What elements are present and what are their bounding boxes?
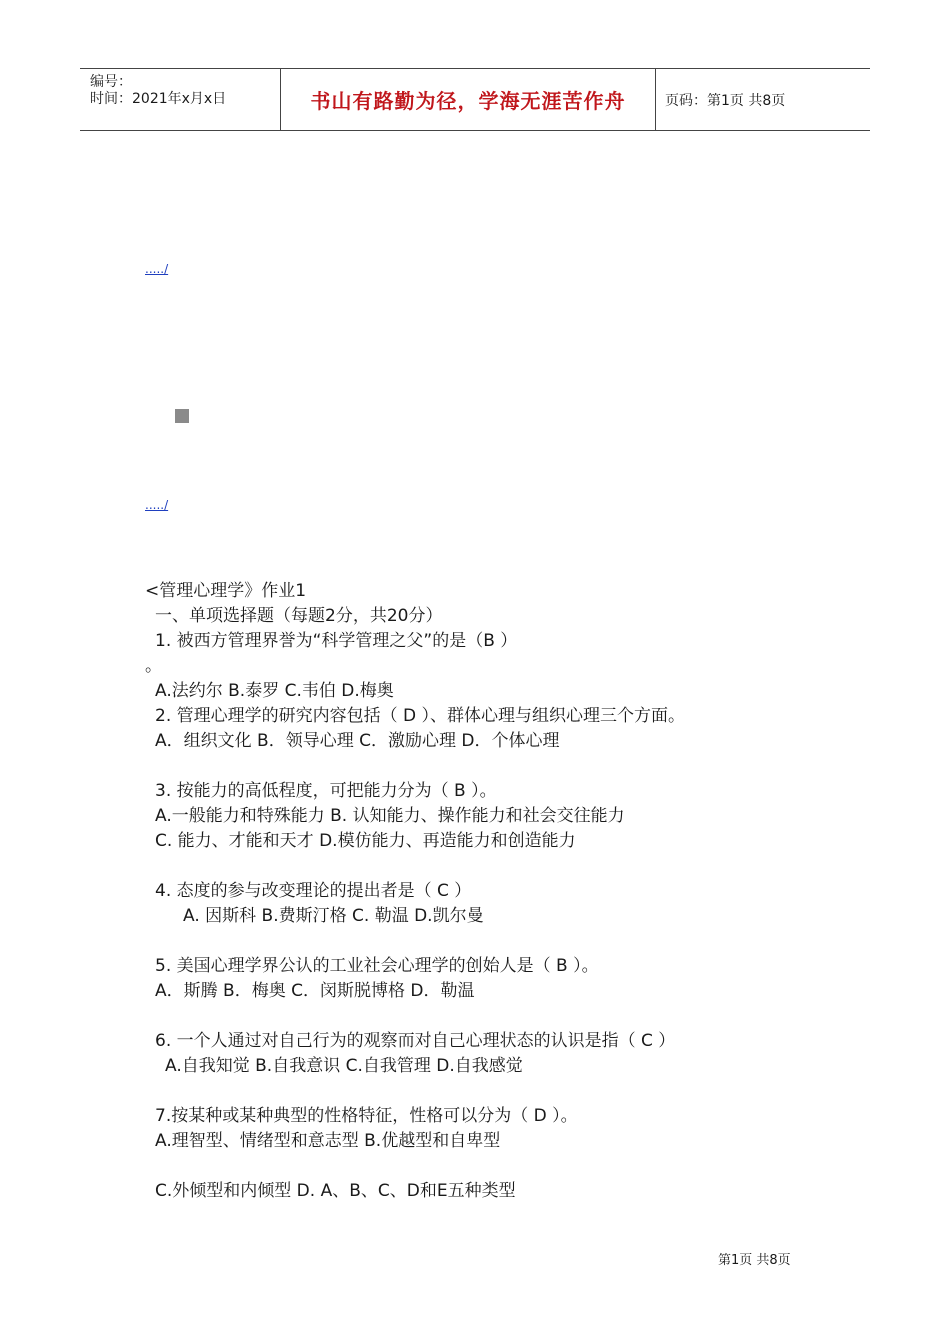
question-7-options-cd: C.外倾型和内倾型 D. A、B、C、D和E五种类型 bbox=[155, 1181, 516, 1201]
question-3: 3. 按能力的高低程度，可把能力分为（ B ）。 bbox=[155, 781, 497, 801]
question-3-options-ab: A.一般能力和特殊能力 B. 认知能力、操作能力和社会交往能力 bbox=[155, 806, 625, 826]
question-5-options: A．斯腾 B．梅奥 C．闵斯脱博格 D．勒温 bbox=[155, 981, 475, 1001]
header-page-cell bbox=[655, 69, 880, 130]
question-4: 4. 态度的参与改变理论的提出者是（ C ） bbox=[155, 881, 472, 901]
question-6: 6. 一个人通过对自己行为的观察而对自己心理状态的认识是指（ C ） bbox=[155, 1031, 676, 1051]
document-number-label: 编号： bbox=[90, 74, 132, 90]
assignment-title: <管理心理学》作业1 bbox=[145, 581, 307, 601]
question-6-options: A.自我知觉 B.自我意识 C.自我管理 D.自我感觉 bbox=[165, 1056, 523, 1076]
question-1-options: A.法约尔 B.泰罗 C.韦伯 D.梅奥 bbox=[155, 681, 394, 701]
question-4-options: A. 因斯科 B.费斯汀格 C. 勒温 D.凯尔曼 bbox=[183, 906, 484, 926]
header-motto: 书山有路勤为径，学海无涯苦作舟 bbox=[310, 89, 626, 113]
question-5: 5. 美国心理学界公认的工业社会心理学的创始人是（ B ）。 bbox=[155, 956, 599, 976]
document-time-label: 时间：2021年x月x日 bbox=[90, 91, 227, 107]
section-heading: 一、单项选择题（每题2分，共20分） bbox=[155, 606, 443, 626]
header-meta bbox=[80, 69, 280, 130]
gray-square-icon bbox=[175, 409, 189, 423]
question-1-end: 。 bbox=[145, 656, 162, 676]
link-2[interactable]: ...../ bbox=[145, 498, 169, 512]
question-3-options-cd: C. 能力、才能和天才 D.模仿能力、再造能力和创造能力 bbox=[155, 831, 576, 851]
question-7: 7.按某种或某种典型的性格特征，性格可以分为（ D ）。 bbox=[155, 1106, 578, 1126]
question-1: 1. 被西方管理界誉为“科学管理之父”的是（B ） bbox=[155, 631, 518, 651]
header-page-number: 页码：第1页 共8页 bbox=[665, 92, 786, 109]
link-1[interactable]: ...../ bbox=[145, 262, 169, 276]
question-2: 2. 管理心理学的研究内容包括（ D ）、群体心理与组织心理三个方面。 bbox=[155, 706, 686, 726]
question-2-options: A．组织文化 B．领导心理 C．激励心理 D．个体心理 bbox=[155, 731, 560, 751]
header-motto-cell bbox=[280, 69, 656, 130]
question-7-options-ab: A.理智型、情绪型和意志型 B.优越型和自卑型 bbox=[155, 1131, 501, 1151]
page-header bbox=[80, 68, 870, 131]
page-footer: 第1页 共8页 bbox=[718, 1253, 791, 1268]
